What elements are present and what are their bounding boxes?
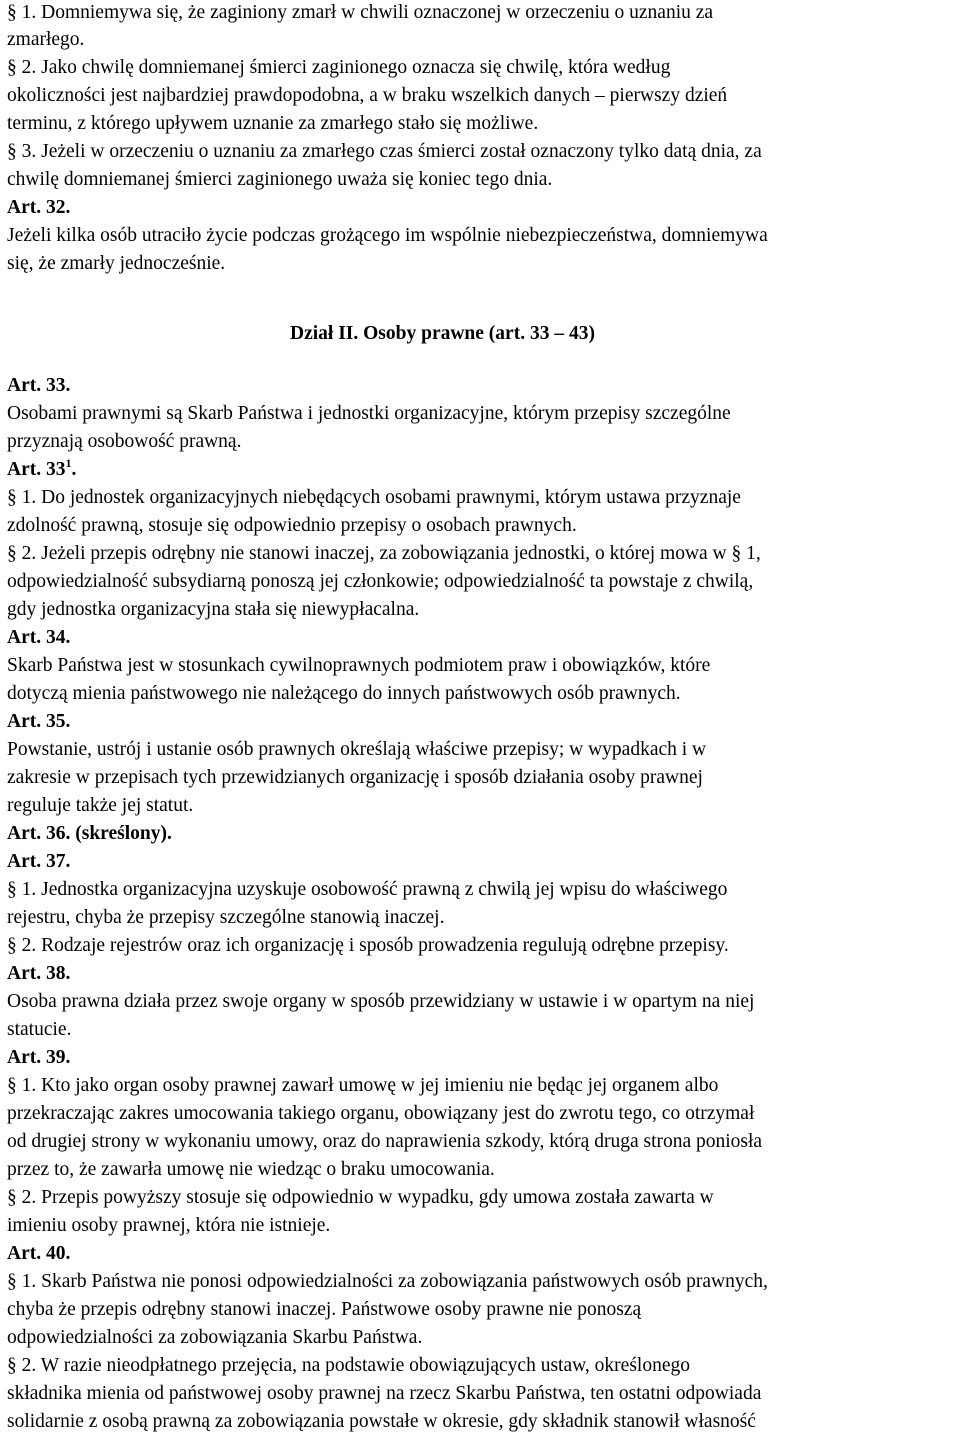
paragraph-line: zdolność prawną, stosuje się odpowiednio przepisy o osobach prawnych.: [7, 515, 577, 536]
paragraph-line: Osoba prawna działa przez swoje organy w sposób przewidziany w ustawie i w opartym na niej: [7, 991, 755, 1012]
paragraph-line: § 2. Przepis powyższy stosuje się odpowiednio w wypadku, gdy umowa została zawarta w: [7, 1187, 714, 1208]
article-heading: [7, 458, 76, 482]
paragraph-line: Powstanie, ustrój i ustanie osób prawnych określają właściwe przepisy; w wypadkach i w: [7, 739, 707, 760]
article-number: Art. 33: [7, 459, 66, 480]
article-heading: Art. 36. (skreślony).: [7, 823, 172, 844]
paragraph-line: § 2. Rodzaje rejestrów oraz ich organizację i sposób prowadzenia regulują odrębne przepisy.: [7, 935, 729, 956]
paragraph-line: od drugiej strony w wykonaniu umowy, oraz do naprawienia szkody, którą druga strona poniosła: [7, 1131, 763, 1152]
paragraph-line: statucie.: [7, 1019, 72, 1040]
article-period: .: [71, 459, 77, 480]
paragraph-line: przekraczając zakres umocowania takiego organu, obowiązany jest do zwrotu tego, co otrzymał: [7, 1103, 755, 1124]
article-heading: Art. 40.: [7, 1243, 71, 1264]
paragraph-line: zakresie w przepisach tych przewidzianych organizację i sposób działania osoby prawnej: [7, 767, 703, 788]
article-heading: Art. 35.: [7, 711, 71, 732]
paragraph-line: się, że zmarły jednocześnie.: [7, 253, 226, 274]
paragraph-line: rejestru, chyba że przepisy szczególne stanowią inaczej.: [7, 907, 445, 928]
paragraph-line: Osobami prawnymi są Skarb Państwa i jednostki organizacyjne, którym przepisy szczególne: [7, 403, 731, 424]
paragraph-line: przyznają osobowość prawną.: [7, 431, 242, 452]
article-heading: Art. 32.: [7, 197, 71, 218]
article-heading: Art. 34.: [7, 627, 71, 648]
article-heading: Art. 39.: [7, 1047, 71, 1068]
paragraph-line: chwilę domniemanej śmierci zaginionego uważa się koniec tego dnia.: [7, 169, 553, 190]
article-heading: Art. 33.: [7, 375, 71, 396]
paragraph-line: § 1. Jednostka organizacyjna uzyskuje osobowość prawną z chwilą jej wpisu do właściwego: [7, 879, 728, 900]
paragraph-line: składnika mienia od państwowej osoby prawnej na rzecz Skarbu Państwa, ten ostatni odpowiada: [7, 1383, 762, 1404]
paragraph-line: reguluje także jej statut.: [7, 795, 194, 816]
paragraph-line: § 2. Jeżeli przepis odrębny nie stanowi inaczej, za zobowiązania jednostki, o której mowa w § 1,: [7, 543, 761, 564]
article-heading: Art. 37.: [7, 851, 71, 872]
paragraph-line: Skarb Państwa jest w stosunkach cywilnoprawnych podmiotem praw i obowiązków, które: [7, 655, 711, 676]
paragraph-line: gdy jednostka organizacyjna stała się niewypłacalna.: [7, 599, 420, 620]
paragraph-line: § 1. Skarb Państwa nie ponosi odpowiedzialności za zobowiązania państwowych osób prawnych,: [7, 1271, 768, 1292]
paragraph-line: § 1. Kto jako organ osoby prawnej zawarł umowę w jej imieniu nie będąc jej organem albo: [7, 1075, 719, 1096]
paragraph-line: solidarnie z osobą prawną za zobowiązania powstałe w okresie, gdy składnik stanowił własność: [7, 1411, 756, 1432]
paragraph-line: okoliczności jest najbardziej prawdopodobna, a w braku wszelkich danych – pierwszy dzień: [7, 85, 728, 106]
paragraph-line: § 2. W razie nieodpłatnego przejęcia, na podstawie obowiązujących ustaw, określonego: [7, 1355, 690, 1376]
paragraph-line: § 1. Domniemywa się, że zaginiony zmarł w chwili oznaczonej w orzeczeniu o uznaniu za: [7, 2, 714, 23]
paragraph-line: imieniu osoby prawnej, która nie istnieje.: [7, 1215, 331, 1236]
paragraph-line: odpowiedzialność subsydiarną ponoszą jej członkowie; odpowiedzialność ta powstaje z chwilą,: [7, 571, 754, 592]
paragraph-line: terminu, z którego upływem uznanie za zmarłego stało się możliwe.: [7, 113, 539, 134]
paragraph-line: chyba że przepis odrębny stanowi inaczej. Państwowe osoby prawne nie ponoszą: [7, 1299, 642, 1320]
paragraph-line: § 2. Jako chwilę domniemanej śmierci zaginionego oznacza się chwilę, która według: [7, 57, 671, 78]
paragraph-line: przez to, że zawarła umowę nie wiedząc o braku umocowania.: [7, 1159, 495, 1180]
paragraph-line: § 1. Do jednostek organizacyjnych niebędących osobami prawnymi, którym ustawa przyznaje: [7, 487, 741, 508]
paragraph-line: Jeżeli kilka osób utraciło życie podczas grożącego im wspólnie niebezpieczeństwa, domniemywa: [7, 225, 768, 246]
article-superscript: 1: [65, 456, 72, 470]
paragraph-line: zmarłego.: [7, 29, 85, 50]
article-heading: Art. 38.: [7, 963, 71, 984]
paragraph-line: odpowiedzialności za zobowiązania Skarbu Państwa.: [7, 1327, 423, 1348]
paragraph-line: dotyczą mienia państwowego nie należącego do innych państwowych osób prawnych.: [7, 683, 681, 704]
paragraph-line: § 3. Jeżeli w orzeczeniu o uznaniu za zmarłego czas śmierci został oznaczony tylko datą dnia, za: [7, 141, 762, 162]
section-heading: Dział II. Osoby prawne (art. 33 – 43): [290, 323, 595, 344]
